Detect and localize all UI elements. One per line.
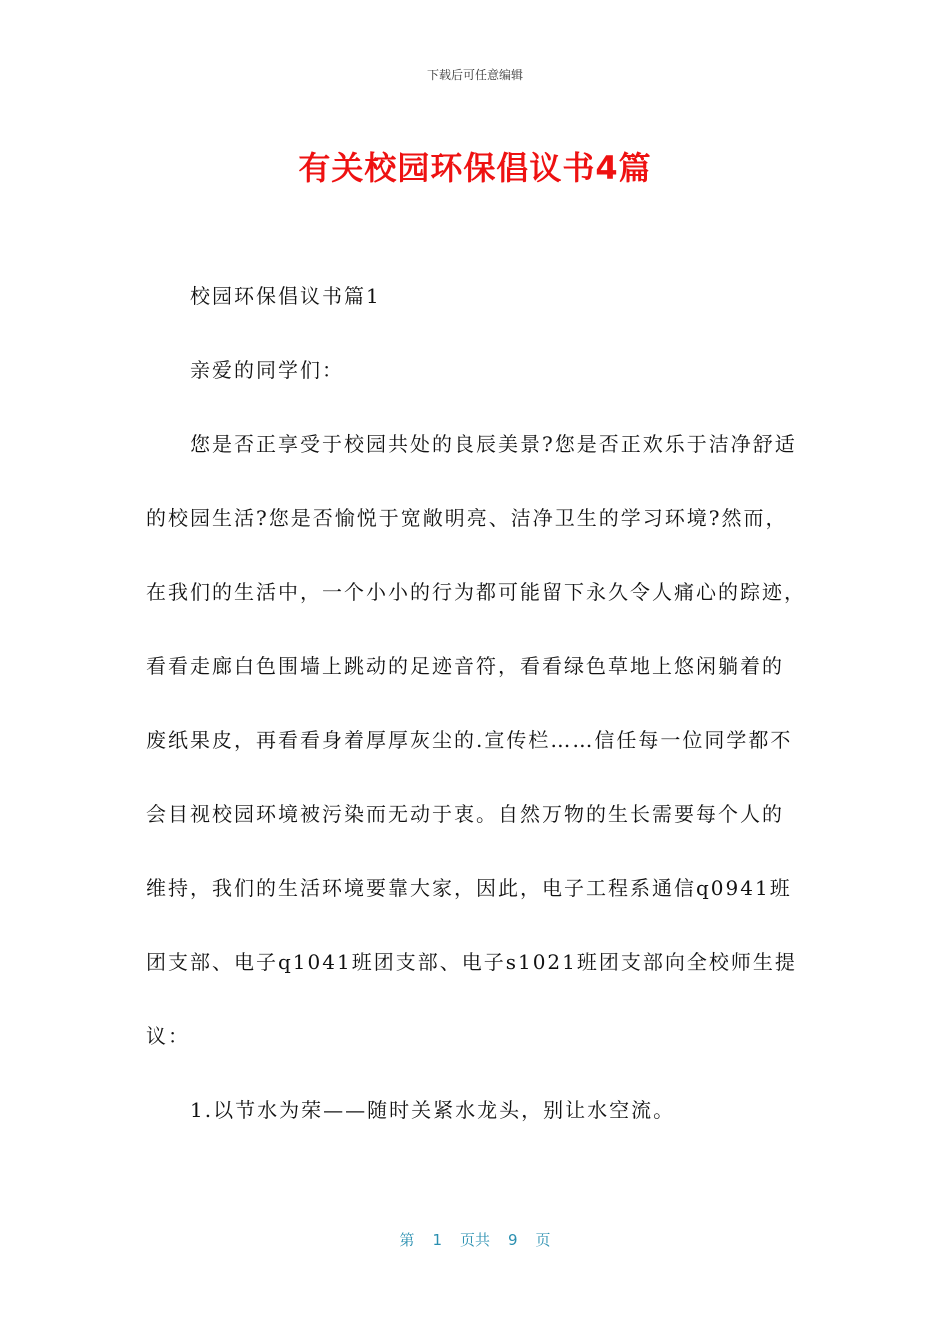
paragraph-line: 团支部、电子q1041班团支部、电子s1021班团支部向全校师生提	[146, 950, 797, 974]
paragraph-line: 会目视校园环境被污染而无动于衷。自然万物的生长需要每个人的	[146, 802, 784, 826]
paragraph-line: 废纸果皮，再看看身着厚厚灰尘的.宣传栏……信任每一位同学都不	[146, 728, 793, 752]
paragraph-line: 的校园生活?您是否愉悦于宽敞明亮、洁净卫生的学习环境?然而，	[146, 506, 788, 530]
download-note: 下载后可任意编辑	[426, 68, 523, 82]
paragraph-line: 看看走廊白色围墙上跳动的足迹音符，看看绿色草地上悠闲躺着的	[146, 654, 784, 678]
document-title: 有关校园环保倡议书4篇	[298, 149, 652, 187]
page-total: 9	[508, 1231, 518, 1249]
page-label-middle: 页共	[459, 1231, 490, 1249]
list-item-1: 1.以节水为荣——随时关紧水龙头，别让水空流。	[190, 1098, 676, 1122]
page-label-prefix: 第	[399, 1231, 415, 1249]
page-label-suffix: 页	[535, 1231, 551, 1249]
greeting: 亲爱的同学们：	[190, 358, 344, 382]
paragraph-line: 您是否正享受于校园共处的良辰美景?您是否正欢乐于洁净舒适	[190, 432, 797, 456]
paragraph-line: 维持，我们的生活环境要靠大家，因此，电子工程系通信q0941班	[146, 876, 792, 900]
section-heading: 校园环保倡议书篇1	[190, 284, 381, 308]
page-footer	[0, 1229, 950, 1250]
paragraph-line: 议：	[146, 1024, 190, 1048]
paragraph-line: 在我们的生活中，一个小小的行为都可能留下永久令人痛心的踪迹，	[146, 580, 806, 604]
page-number: 1	[432, 1231, 442, 1249]
